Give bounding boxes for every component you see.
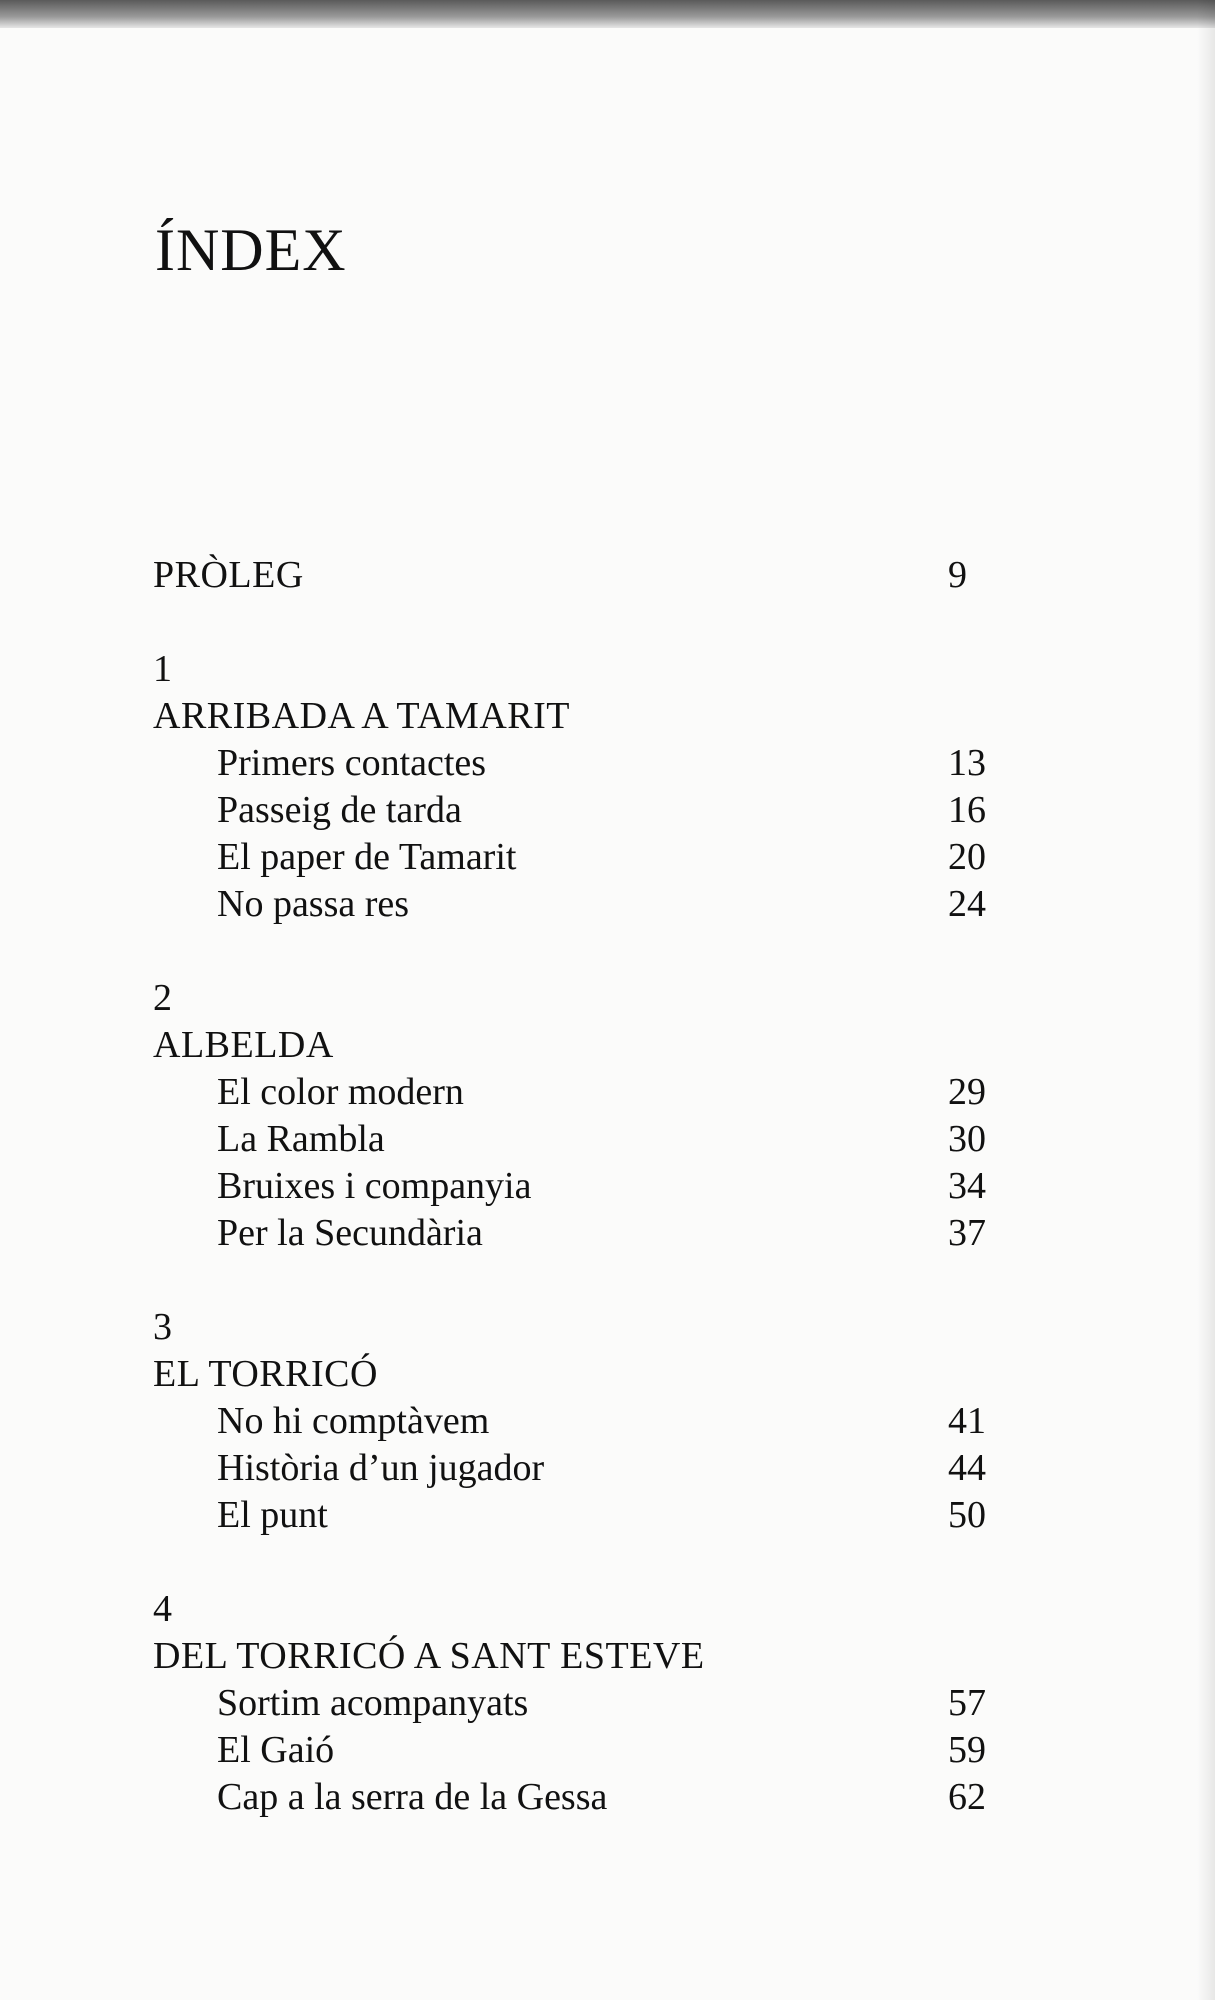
entry-page-number: 41 — [948, 1400, 986, 1442]
chapter-number — [153, 1304, 1003, 1351]
entry-title: El paper de Tamarit — [217, 836, 517, 878]
page-title: ÍNDEX — [155, 217, 347, 283]
toc-entry — [153, 1069, 1003, 1116]
entry-title: El color modern — [217, 1071, 464, 1113]
entry-title: Primers contactes — [217, 742, 487, 784]
entry-title: Per la Secundària — [217, 1212, 483, 1254]
scan-top-edge — [0, 0, 1215, 28]
chapter-1-title: ARRIBADA A TAMARIT — [153, 695, 570, 737]
entry-page-number: 62 — [948, 1776, 986, 1818]
chapter-heading — [153, 693, 1003, 740]
entry-title: No hi comptàvem — [217, 1400, 490, 1442]
toc-spacer — [153, 1257, 1003, 1304]
entry-page-number: 29 — [948, 1071, 986, 1113]
chapter-heading — [153, 1351, 1003, 1398]
toc-entry — [153, 1680, 1003, 1727]
chapter-number — [153, 975, 1003, 1022]
prolog-title: PRÒLEG — [153, 554, 304, 596]
entry-page-number: 13 — [948, 742, 986, 784]
toc-entry — [153, 881, 1003, 928]
toc-entry — [153, 1163, 1003, 1210]
chapter-3-title: EL TORRICÓ — [153, 1353, 378, 1395]
entry-title: Cap a la serra de la Gessa — [217, 1776, 608, 1818]
toc-spacer — [153, 928, 1003, 975]
entry-title: Sortim acompanyats — [217, 1682, 529, 1724]
entry-page-number: 44 — [948, 1447, 986, 1489]
toc-entry — [153, 1398, 1003, 1445]
entry-page-number: 37 — [948, 1212, 986, 1254]
entry-page-number: 59 — [948, 1729, 986, 1771]
chapter-heading — [153, 1022, 1003, 1069]
entry-page-number: 24 — [948, 883, 986, 925]
entry-page-number: 30 — [948, 1118, 986, 1160]
entry-page-number: 57 — [948, 1682, 986, 1724]
chapter-2-number: 2 — [153, 977, 172, 1019]
toc-entry — [153, 1492, 1003, 1539]
prolog-page-number: 9 — [948, 554, 967, 596]
table-of-contents — [153, 552, 1003, 1821]
entry-title: El Gaió — [217, 1729, 335, 1771]
toc-entry — [153, 834, 1003, 881]
entry-title: No passa res — [217, 883, 410, 925]
entry-title: El punt — [217, 1494, 328, 1536]
chapter-heading — [153, 1633, 1003, 1680]
scan-right-shadow — [1197, 0, 1215, 2000]
toc-entry — [153, 1445, 1003, 1492]
toc-entry — [153, 740, 1003, 787]
toc-entry — [153, 1116, 1003, 1163]
toc-spacer — [153, 1539, 1003, 1586]
toc-entry — [153, 1210, 1003, 1257]
toc-entry — [153, 787, 1003, 834]
chapter-3-number: 3 — [153, 1306, 172, 1348]
chapter-4-number: 4 — [153, 1588, 172, 1630]
entry-page-number: 34 — [948, 1165, 986, 1207]
entry-title: La Rambla — [217, 1118, 385, 1160]
entry-page-number: 16 — [948, 789, 986, 831]
chapter-number — [153, 1586, 1003, 1633]
chapter-2-title: ALBELDA — [153, 1024, 334, 1066]
chapter-4-title: DEL TORRICÓ A SANT ESTEVE — [153, 1635, 705, 1677]
toc-entry — [153, 1727, 1003, 1774]
toc-prolog-row — [153, 552, 1003, 599]
entry-title: Passeig de tarda — [217, 789, 462, 831]
chapter-number — [153, 646, 1003, 693]
entry-page-number: 20 — [948, 836, 986, 878]
entry-page-number: 50 — [948, 1494, 986, 1536]
chapter-1-number: 1 — [153, 648, 172, 690]
toc-spacer — [153, 599, 1003, 646]
entry-title: Història d’un jugador — [217, 1447, 545, 1489]
entry-title: Bruixes i companyia — [217, 1165, 532, 1207]
toc-entry — [153, 1774, 1003, 1821]
